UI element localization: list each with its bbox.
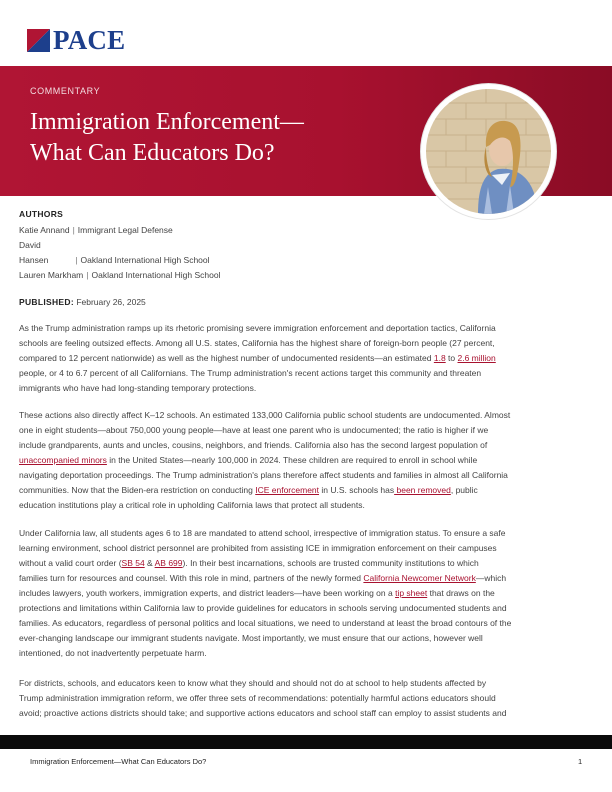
text-line: without a valid court order (SB 54 & AB 699). In their best incarnations, schools are trusted community institutions to which	[19, 558, 479, 568]
author-row: Katie Annand | Immigrant Legal Defense	[19, 225, 173, 235]
body-paragraph-3	[19, 526, 595, 661]
link-california-newcomer-network[interactable]: California Newcomer Network	[363, 573, 476, 583]
text-line: ever-changing landscape our immigrant students navigate. Most importantly, we must ensure that our actions, however well	[19, 633, 483, 643]
footer-title: Immigration Enforcement—What Can Educators Do?	[30, 757, 207, 766]
link-ab-699[interactable]: AB 699	[154, 558, 183, 568]
article-title	[30, 107, 400, 169]
text-line: navigating deportation proceedings. The Trump administration's plans therefore affect students and families in almost all California	[19, 470, 508, 480]
text-line: For districts, schools, and educators keen to know what they should and should not do at school to help students affected by	[19, 678, 487, 688]
text-line: Trump administration immigration reform, we offer three sets of recommendations: potentially harmful actions educators should	[19, 693, 496, 703]
title-line-2: What Can Educators Do?	[30, 140, 275, 166]
author-org: Oakland International High School	[80, 255, 210, 265]
author-row	[19, 240, 41, 250]
text-line: These actions also directly affect K–12 schools. An estimated 133,000 California public school students are undocumented. Almost	[19, 410, 511, 420]
text-line: compared to 12 percent nationwide) as well as the highest number of undocumented residents—an estimated 1.8 to 2.6 million	[19, 353, 496, 363]
link-sb-54[interactable]: SB 54	[121, 558, 145, 568]
author-name: Lauren Markham	[19, 270, 84, 280]
published-line	[19, 297, 146, 307]
body-paragraph-1	[19, 321, 595, 396]
title-line-1: Immigration Enforcement—	[30, 109, 304, 135]
link-1-8[interactable]: 1.8	[433, 353, 446, 363]
text-line: As the Trump administration ramps up its rhetoric promising severe immigration enforcement and deportation tactics, California	[19, 323, 496, 333]
hero-photo	[426, 89, 551, 214]
published-date: February 26, 2025	[76, 297, 146, 307]
text-line: learning environment, school district personnel are prohibited from assisting ICE in immigration enforcement on their campuses	[19, 543, 497, 553]
author-row: Hansen | Oakland International High School	[19, 255, 210, 265]
link-2-6-million[interactable]: 2.6 million	[457, 353, 496, 363]
text-line: includes lawyers, youth workers, immigration experts, and district leaders—have been working on a tip sheet that draws on the	[19, 588, 495, 598]
text-line: avoid; proactive actions districts should take; and supportive actions educators and school staff can employ to assist students and	[19, 708, 507, 718]
text-line: protections and limitations within California law to provide guidelines for educators in schools serving undocumented students and	[19, 603, 507, 613]
text-line: one in eight students—about 750,000 young people—have at least one parent who is undocumented; the ratio is higher if we	[19, 425, 489, 435]
authors-label: AUTHORS	[19, 209, 64, 219]
author-row: Lauren Markham | Oakland International High School	[19, 270, 221, 280]
text-line: immigrants who have had long-standing temporary protections.	[19, 383, 257, 393]
article-category: COMMENTARY	[30, 86, 101, 96]
link-tip-sheet[interactable]: tip sheet	[395, 588, 428, 598]
text-line: intentioned, do not inadvertently perpetuate harm.	[19, 648, 207, 658]
author-name: Katie Annand	[19, 225, 70, 235]
published-label: PUBLISHED:	[19, 297, 74, 307]
text-line: families. As educators, regardless of personal politics and local situations, we need to understand at least the broad contours of the	[19, 618, 512, 628]
text-line: unaccompanied minors in the United States—nearly 100,000 in 2024. These children are required to enroll in school while	[19, 455, 478, 465]
body-paragraph-2	[19, 408, 595, 513]
page-number: 1	[578, 757, 583, 766]
pace-flag-icon	[27, 29, 50, 52]
author-org: Immigrant Legal Defense	[77, 225, 173, 235]
author-name: Hansen	[19, 255, 49, 265]
link-unaccompanied-minors[interactable]: unaccompanied minors	[19, 455, 107, 465]
text-line: schools are feeling outsized effects. Among all U.S. states, California has the highest share of foreign-born people (27 percent,	[19, 338, 495, 348]
pace-logo[interactable]	[27, 27, 125, 53]
text-line: education institutions play a critical role in upholding California laws that protect all students.	[19, 500, 365, 510]
text-line: people, or 4 to 6.7 percent of all Californians. The Trump administration's recent actions target this community and threaten	[19, 368, 482, 378]
text-line: Under California law, all students ages 6 to 18 are mandated to attend school, irrespective of immigration status. To ensure a safe	[19, 528, 506, 538]
text-line: communities. Now that the Biden-era restriction on conducting ICE enforcement in U.S. schools has been removed, public	[19, 485, 478, 495]
link-been-removed[interactable]: been removed	[394, 485, 451, 495]
text-line: include grandparents, aunts and uncles, cousins, neighbors, and friends. California also has the second largest population of	[19, 440, 488, 450]
text-line: families turn for resources and counsel. With this role in mind, partners of the newly formed California Newcomer Network—which	[19, 573, 507, 583]
author-org: Oakland International High School	[91, 270, 221, 280]
author-name: David	[19, 240, 41, 250]
footer-divider-bar	[0, 735, 612, 749]
link-ice-enforcement[interactable]: ICE enforcement	[255, 485, 320, 495]
logo-wordmark: PACE	[53, 25, 126, 55]
hero-photo-frame	[421, 84, 556, 219]
body-paragraph-4	[19, 676, 595, 721]
